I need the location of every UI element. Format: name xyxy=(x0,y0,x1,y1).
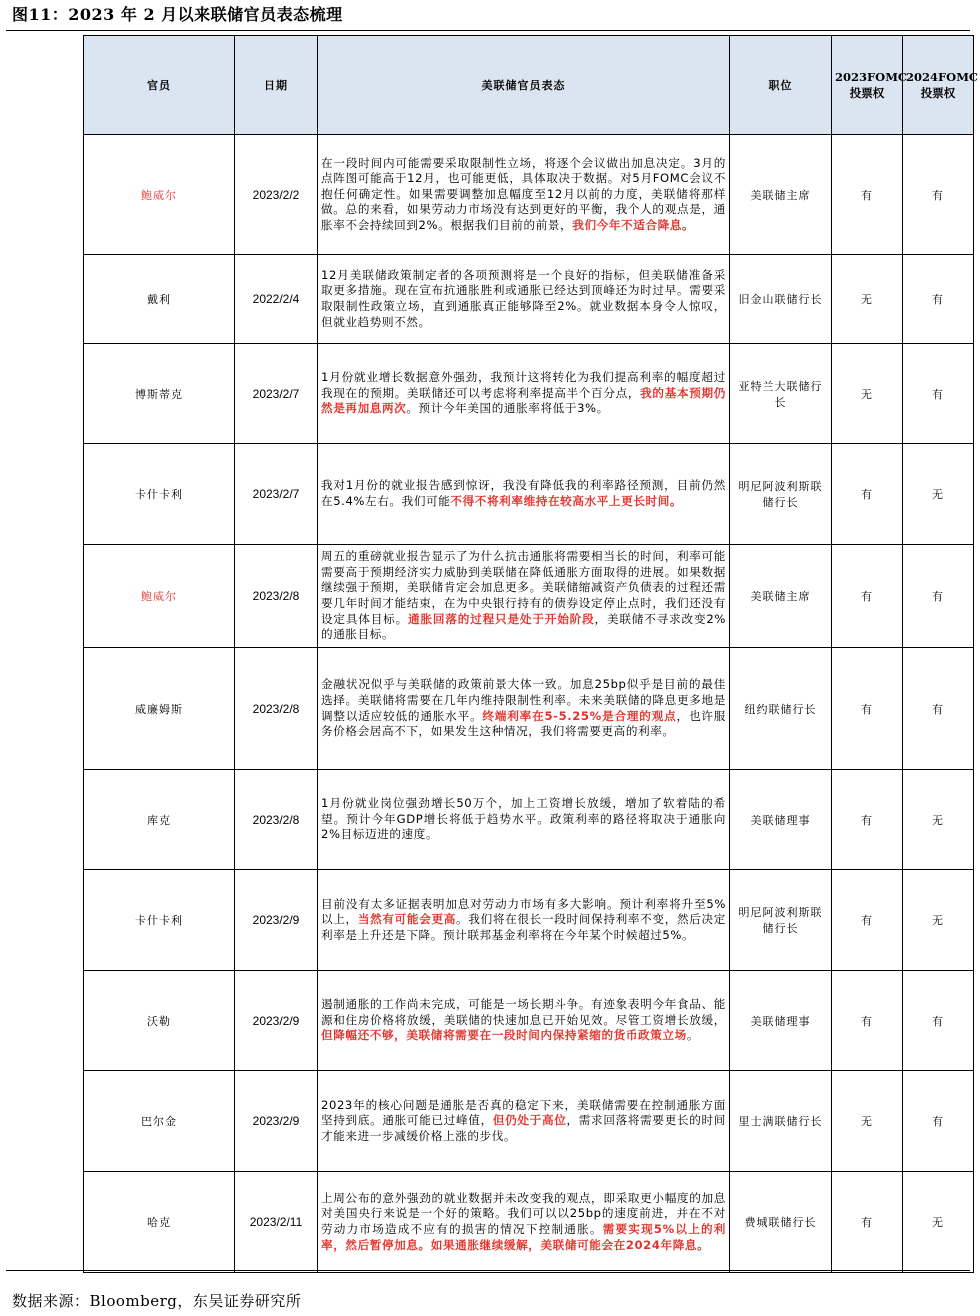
highlighted-statement: 当然有可能会更高 xyxy=(357,912,457,927)
statement-segment: 金融状况似乎与美联储的政策前景大体一致。加息25bp似乎是目前的最佳选择。美联储将需要在几年内维持限制性利率。未来美联储的降息更多地是调整以适应较低的通胀水平。 xyxy=(321,677,726,723)
statement-date: 2023/2/11 xyxy=(235,1172,318,1273)
highlighted-statement: 需要实现5%以上的利率，然后暂停加息。如果通胀继续缓解，美联储可能会在2024年降息。 xyxy=(321,1222,727,1252)
table-row xyxy=(84,545,974,648)
source-divider xyxy=(6,1270,970,1271)
statement-segment: ，美联储不寻求改变2%的通胀目标。 xyxy=(321,611,726,642)
official-name: 库克 xyxy=(84,770,235,870)
vote-2024: 有 xyxy=(903,545,974,648)
statement-segment: 1月份就业岗位强劲增长50万个，加上工资增长放缓，增加了软着陆的希望。预计今年GDP增长将低于趋势水平。政策利率的路径将取决于通胀向2%目标迈进的速度。 xyxy=(321,796,726,842)
highlighted-statement: 但仍处于高位 xyxy=(492,1113,567,1128)
table-row xyxy=(84,648,974,770)
official-name: 鲍威尔 xyxy=(84,135,235,255)
official-name: 巴尔金 xyxy=(84,1071,235,1172)
vote-2023: 有 xyxy=(832,1172,903,1273)
statement-date: 2023/2/7 xyxy=(235,344,318,444)
statement-date: 2023/2/8 xyxy=(235,770,318,870)
vote-2023: 有 xyxy=(832,444,903,545)
table-row xyxy=(84,971,974,1071)
official-position: 美联储主席 xyxy=(730,135,832,255)
official-position: 费城联储行长 xyxy=(730,1172,832,1273)
statement-segment: ，也许服务价格会居高不下，如果发生这种情况，我们将需要更高的利率。 xyxy=(321,708,726,739)
official-position: 美联储理事 xyxy=(730,971,832,1071)
statement-text xyxy=(318,870,730,971)
vote-2023: 无 xyxy=(832,1071,903,1172)
statement-text xyxy=(318,255,730,344)
statement-segment: 周五的重磅就业报告显示了为什么抗击通胀将需要相当长的时间，利率可能需要高于预期经济实力威胁到美联储在降低通胀方面取得的进展。如果数据继续强于预期，美联储肯定会加息更多。美联储缩减资产负债表的过程还需要几年时间才能结束，在为中央银行持有的债券设定停止点时，我们还没有设定具体目标。 xyxy=(321,549,726,626)
source-note: 数据来源：Bloomberg，东吴证券研究所 xyxy=(12,1292,302,1310)
vote-2024: 有 xyxy=(903,648,974,770)
highlighted-statement: 但降幅还不够，美联储将需要在一段时间内保持紧缩的货币政策立场 xyxy=(321,1028,687,1043)
vote-2023: 无 xyxy=(832,344,903,444)
statement-text xyxy=(318,648,730,770)
official-name: 威廉姆斯 xyxy=(84,648,235,770)
highlighted-statement: 我的基本预期仍然是再加息两次 xyxy=(321,385,726,416)
official-name: 哈克 xyxy=(84,1172,235,1273)
statement-text xyxy=(318,770,730,870)
header-vote-2024: 2024FOMC投票权 xyxy=(903,36,974,135)
vote-2024: 无 xyxy=(903,870,974,971)
vote-2024: 有 xyxy=(903,1071,974,1172)
statement-segment: 上周公布的意外强劲的就业数据并未改变我的观点，即采取更小幅度的加息对美国央行来说是一个好的策略。我们可以以25bp的速度前进，并在不对劳动力市场造成不应有的损害的情况下控制通胀。 xyxy=(321,1190,726,1236)
statement-segment: 2023年的核心问题是通胀是否真的稳定下来，美联储需要在控制通胀方面坚持到底。通胀可能已过峰值， xyxy=(321,1097,726,1128)
official-position: 旧金山联储行长 xyxy=(730,255,832,344)
official-name: 戴利 xyxy=(84,255,235,344)
header-official: 官员 xyxy=(84,36,235,135)
statement-date: 2023/2/2 xyxy=(235,135,318,255)
vote-2024: 无 xyxy=(903,444,974,545)
table-row xyxy=(84,444,974,545)
statement-date: 2023/2/9 xyxy=(235,1071,318,1172)
header-statement: 美联储官员表态 xyxy=(318,36,730,135)
table-row xyxy=(84,135,974,255)
vote-2024: 有 xyxy=(903,344,974,444)
official-name: 鲍威尔 xyxy=(84,545,235,648)
statement-text xyxy=(318,135,730,255)
statement-segment: 12月美联储政策制定者的各项预测将是一个良好的指标，但美联储准备采取更多措施。现在宣布抗通胀胜利或通胀已经达到顶峰还为时过早。需要采取限制性政策立场，直到通胀真正能够降至2%。就业数据本身令人惊叹，但就业趋势则不然。 xyxy=(321,267,726,329)
statement-segment: 目前没有太多证据表明加息对劳动力市场有多大影响。预计利率将升至5%以上， xyxy=(321,896,726,927)
official-statements-table xyxy=(83,35,979,1273)
statement-segment: 。我们将在很长一段时间保持利率不变，然后决定利率是上升还是下降。预计联邦基金利率将在今年某个时候超过5%。 xyxy=(321,912,726,942)
table-row xyxy=(84,770,974,870)
official-name: 卡什卡利 xyxy=(84,444,235,545)
statement-text xyxy=(318,1172,730,1273)
highlighted-statement: 通胀回落的过程只是处于开始阶段 xyxy=(408,611,595,626)
table-body xyxy=(84,135,974,1273)
vote-2023: 有 xyxy=(832,870,903,971)
statement-date: 2023/2/9 xyxy=(235,971,318,1071)
statement-date: 2023/2/8 xyxy=(235,648,318,770)
vote-2023: 有 xyxy=(832,648,903,770)
table-row xyxy=(84,1071,974,1172)
official-position: 里士满联储行长 xyxy=(730,1071,832,1172)
table-row xyxy=(84,1172,974,1273)
highlighted-statement: 终端利率在5-5.25%是合理的观点 xyxy=(482,708,677,723)
statement-segment: 1月份就业增长数据意外强劲，我预计这将转化为我们提高利率的幅度超过我现在的预期。美联储还可以考虑将利率提高半个百分点， xyxy=(321,370,726,400)
statement-segment: 。 xyxy=(686,1028,700,1043)
official-position: 纽约联储行长 xyxy=(730,648,832,770)
statement-segment: 。预计今年美国的通胀率将低于3%。 xyxy=(406,401,609,416)
official-name: 博斯蒂克 xyxy=(84,344,235,444)
statement-date: 2023/2/9 xyxy=(235,870,318,971)
header-date: 日期 xyxy=(235,36,318,135)
statement-segment: ，需求回落将需要更长的时间才能来进一步减缓价格上涨的步伐。 xyxy=(321,1113,726,1143)
official-position: 美联储理事 xyxy=(730,770,832,870)
statement-text xyxy=(318,1071,730,1172)
header-position: 职位 xyxy=(730,36,832,135)
vote-2023: 有 xyxy=(832,135,903,255)
official-name: 卡什卡利 xyxy=(84,870,235,971)
vote-2023: 有 xyxy=(832,971,903,1071)
statement-text xyxy=(318,971,730,1071)
official-position: 明尼阿波利斯联储行长 xyxy=(730,444,832,545)
title-divider xyxy=(6,30,970,31)
vote-2023: 有 xyxy=(832,770,903,870)
official-name: 沃勒 xyxy=(84,971,235,1071)
figure-title: 图11：2023 年 2 月以来联储官员表态梳理 xyxy=(12,5,343,24)
header-vote-2023: 2023FOMC投票权 xyxy=(832,36,903,135)
official-position: 明尼阿波利斯联储行长 xyxy=(730,870,832,971)
vote-2024: 有 xyxy=(903,255,974,344)
vote-2023: 有 xyxy=(832,545,903,648)
vote-2024: 无 xyxy=(903,770,974,870)
highlighted-statement: 不得不将利率维持在较高水平上更长时间。 xyxy=(450,494,683,508)
statement-text xyxy=(318,444,730,545)
table-row xyxy=(84,255,974,344)
highlighted-statement: 我们今年不适合降息。 xyxy=(572,217,695,232)
statement-text xyxy=(318,344,730,444)
official-position: 美联储主席 xyxy=(730,545,832,648)
vote-2024: 有 xyxy=(903,135,974,255)
statement-text xyxy=(318,545,730,648)
statement-date: 2022/2/4 xyxy=(235,255,318,344)
table-header-row xyxy=(84,36,974,135)
statement-segment: 在一段时间内可能需要采取限制性立场，将逐个会议做出加息决定。3月的点阵图可能高于12月，也可能更低，具体取决于数据。对5月FOMC会议不抱任何确定性。如果需要调整加息幅度至12月以前的力度，美联储将那样做。总的来看，如果劳动力市场没有达到更好的平衡，我个人的观点是，通胀率不会持续回到2%。根据我们目前的前景， xyxy=(321,155,726,232)
statement-date: 2023/2/8 xyxy=(235,545,318,648)
statement-segment: 遏制通胀的工作尚未完成，可能是一场长期斗争。有迹象表明今年食品、能源和住房价格将放缓，美联储的快速加息已开始见效。尽管工资增长放缓， xyxy=(321,997,726,1027)
vote-2024: 无 xyxy=(903,1172,974,1273)
table-row xyxy=(84,344,974,444)
vote-2023: 无 xyxy=(832,255,903,344)
table-row xyxy=(84,870,974,971)
official-position: 亚特兰大联储行长 xyxy=(730,344,832,444)
statement-date: 2023/2/7 xyxy=(235,444,318,545)
vote-2024: 有 xyxy=(903,971,974,1071)
statement-segment: 我对1月份的就业报告感到惊讶，我没有降低我的利率路径预测，目前仍然在5.4%左右。我们可能 xyxy=(321,478,726,508)
